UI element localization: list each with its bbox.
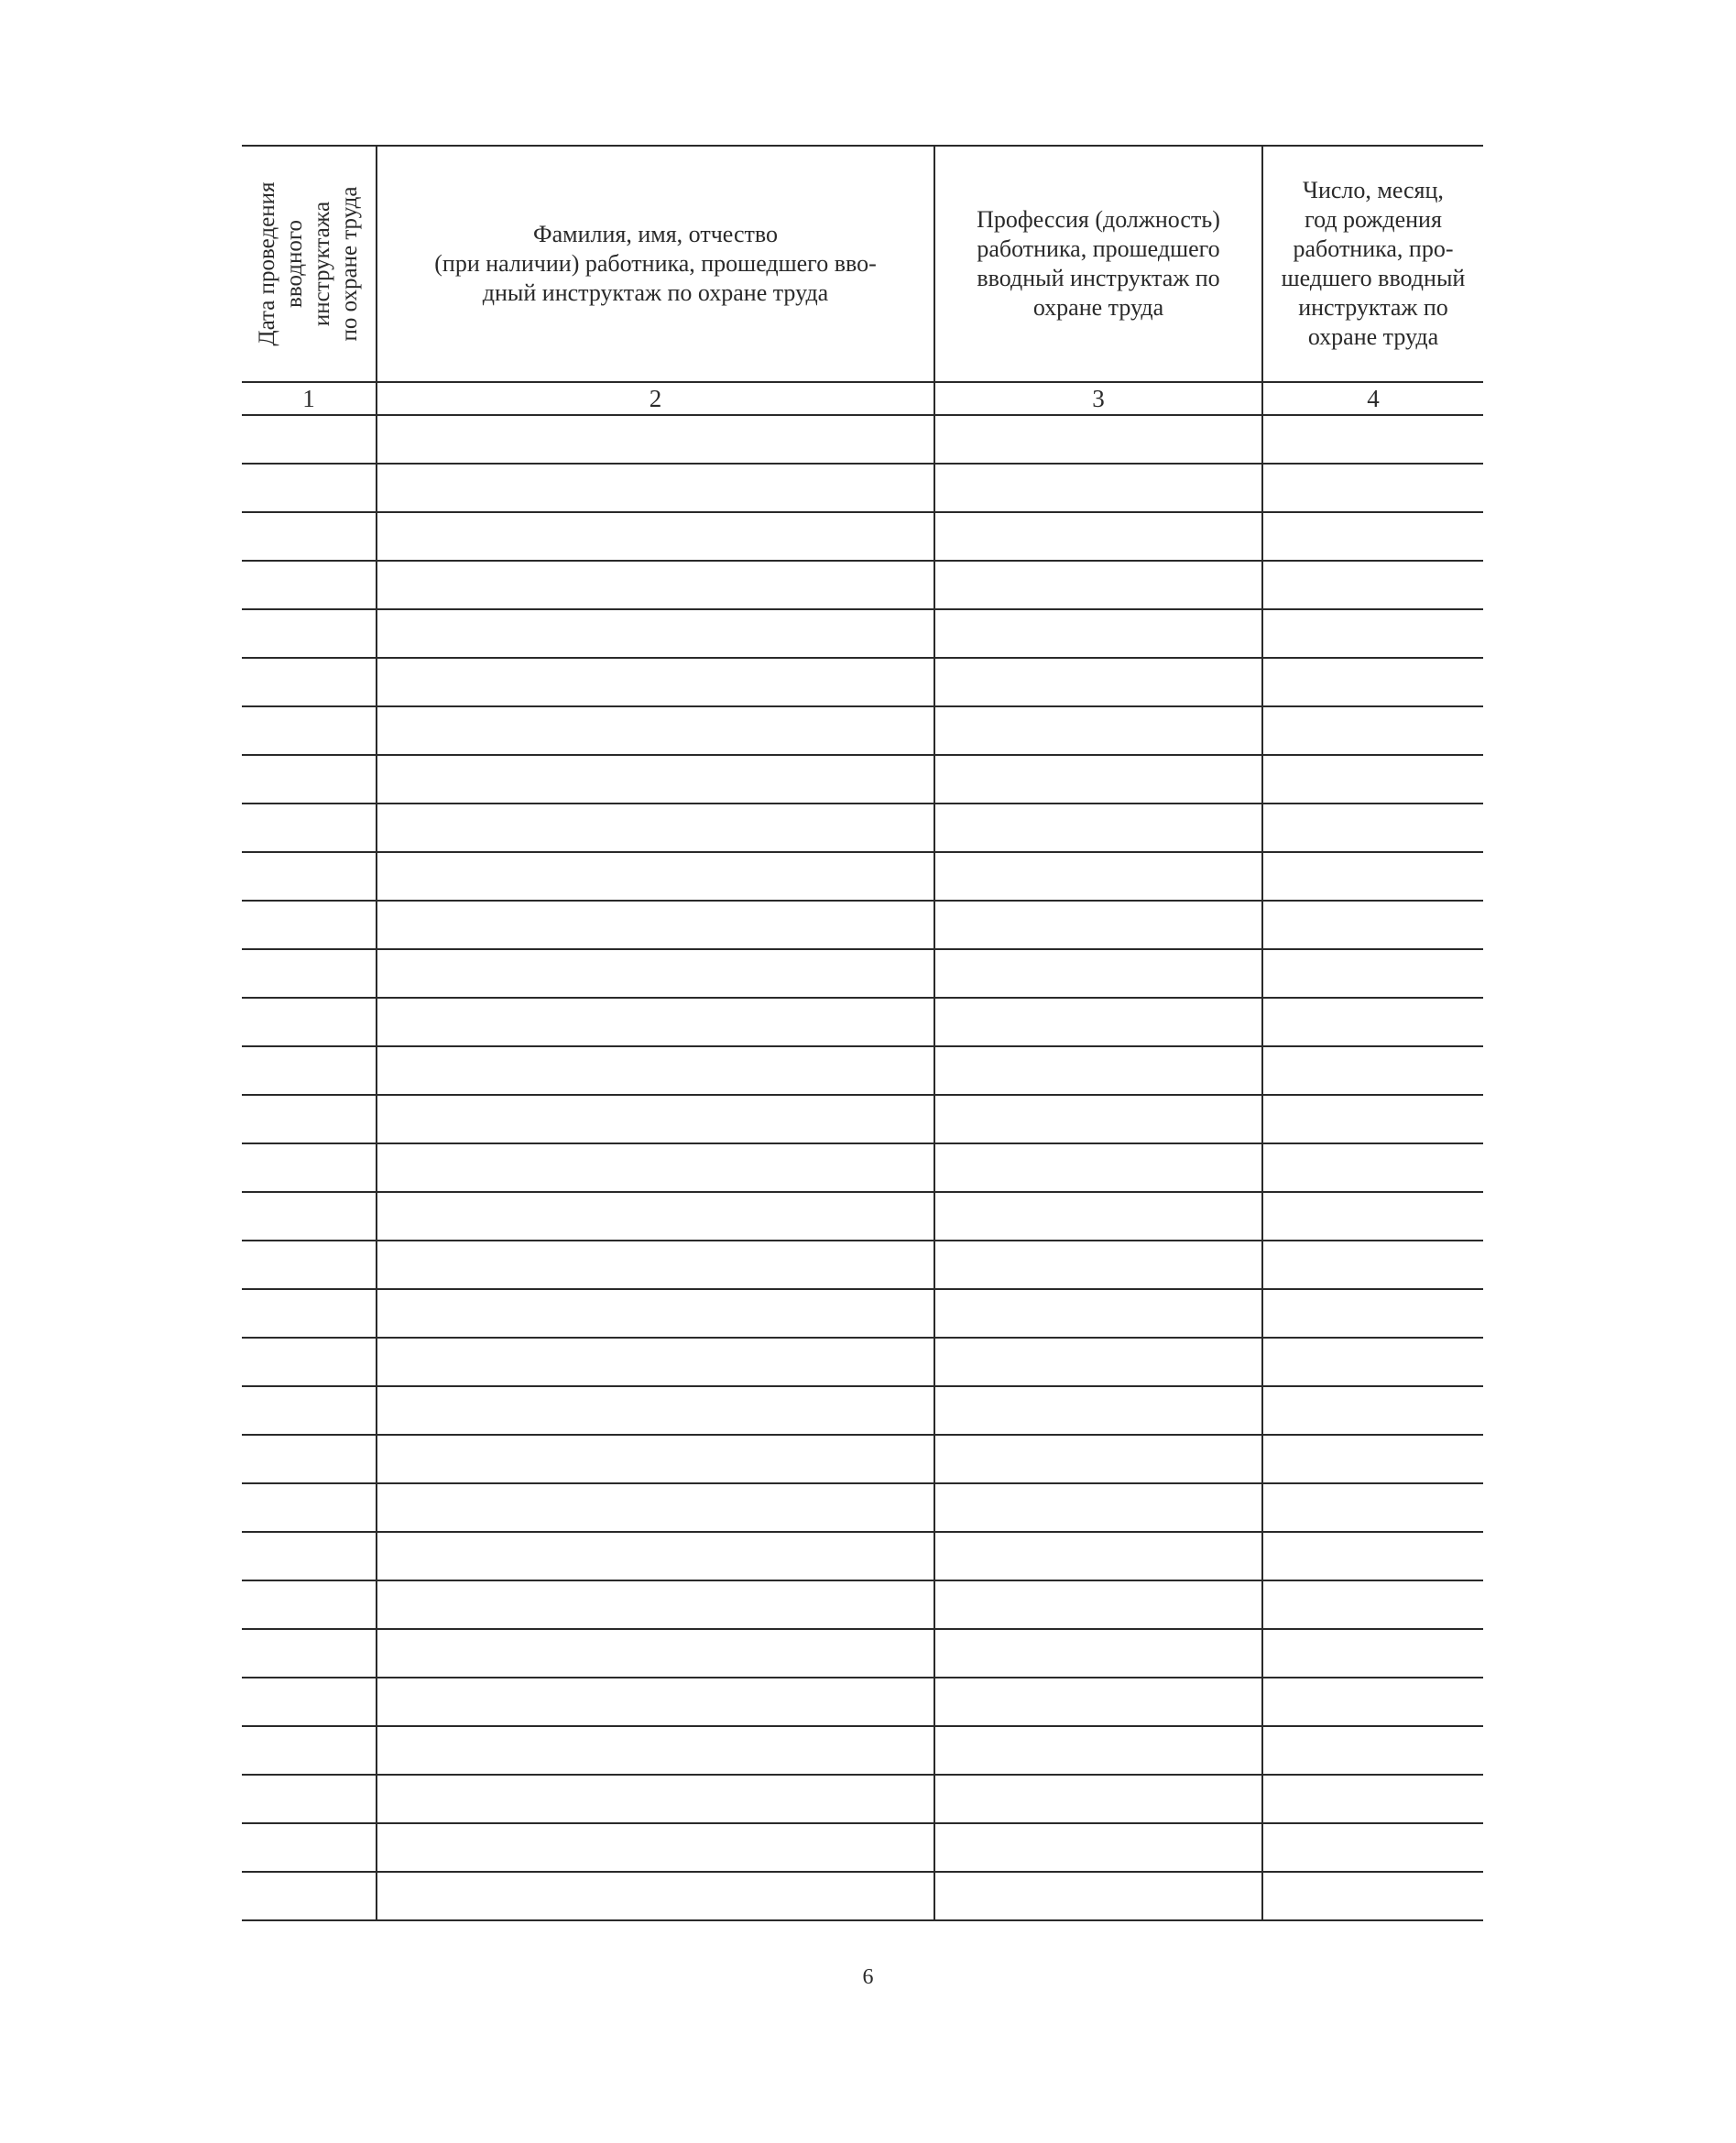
name-cell[interactable] [377, 1532, 934, 1580]
birthdate-cell[interactable] [1262, 1775, 1483, 1823]
date-cell[interactable] [242, 512, 377, 561]
date-cell[interactable] [242, 804, 377, 852]
date-cell[interactable] [242, 609, 377, 658]
profession-cell[interactable] [934, 1823, 1262, 1872]
name-cell[interactable] [377, 901, 934, 949]
date-cell[interactable] [242, 998, 377, 1046]
date-cell[interactable] [242, 852, 377, 901]
profession-cell[interactable] [934, 561, 1262, 609]
birthdate-cell[interactable] [1262, 755, 1483, 804]
column-number-row [242, 382, 1483, 415]
name-cell[interactable] [377, 949, 934, 998]
name-cell[interactable] [377, 1726, 934, 1775]
date-cell[interactable] [242, 415, 377, 464]
name-cell[interactable] [377, 1872, 934, 1920]
name-cell[interactable] [377, 1192, 934, 1241]
date-cell[interactable] [242, 1823, 377, 1872]
date-cell[interactable] [242, 1289, 377, 1338]
header-date-label: Дата проведения вводного инструктажа по охране труда [255, 181, 362, 346]
birthdate-cell[interactable] [1262, 1386, 1483, 1435]
name-cell[interactable] [377, 561, 934, 609]
table-row [242, 1289, 1483, 1338]
date-cell[interactable] [242, 1143, 377, 1192]
profession-cell[interactable] [934, 1241, 1262, 1289]
profession-cell[interactable] [934, 1532, 1262, 1580]
date-cell[interactable] [242, 1192, 377, 1241]
profession-cell[interactable] [934, 1095, 1262, 1143]
name-cell[interactable] [377, 1386, 934, 1435]
name-cell[interactable] [377, 609, 934, 658]
table-row [242, 561, 1483, 609]
birthdate-cell[interactable] [1262, 1678, 1483, 1726]
name-cell[interactable] [377, 415, 934, 464]
name-cell[interactable] [377, 755, 934, 804]
profession-cell[interactable] [934, 1872, 1262, 1920]
profession-cell[interactable] [934, 512, 1262, 561]
table-row [242, 949, 1483, 998]
table-row [242, 998, 1483, 1046]
birthdate-cell[interactable] [1262, 949, 1483, 998]
page-number: 6 [862, 1965, 874, 1989]
column-number: 3 [934, 382, 1262, 415]
birthdate-cell[interactable] [1262, 1192, 1483, 1241]
header-date-cell [242, 146, 377, 382]
name-cell[interactable] [377, 512, 934, 561]
date-cell[interactable] [242, 464, 377, 512]
table-row [242, 1046, 1483, 1095]
birthdate-cell[interactable] [1262, 415, 1483, 464]
name-cell[interactable] [377, 1435, 934, 1483]
profession-cell[interactable] [934, 1726, 1262, 1775]
column-number: 4 [1262, 382, 1483, 415]
name-cell[interactable] [377, 804, 934, 852]
profession-cell[interactable] [934, 755, 1262, 804]
date-cell[interactable] [242, 1580, 377, 1629]
header-birthdate-cell [1262, 146, 1483, 382]
profession-cell[interactable] [934, 1192, 1262, 1241]
profession-cell[interactable] [934, 1143, 1262, 1192]
column-number: 2 [377, 382, 934, 415]
name-cell[interactable] [377, 852, 934, 901]
profession-cell[interactable] [934, 1580, 1262, 1629]
header-birthdate-label: Число, месяц, год рождения работника, про- шедшего вводный инструктаж по охране труда [1281, 177, 1466, 350]
date-cell[interactable] [242, 1678, 377, 1726]
profession-cell[interactable] [934, 1338, 1262, 1386]
name-cell[interactable] [377, 1095, 934, 1143]
profession-cell[interactable] [934, 464, 1262, 512]
name-cell[interactable] [377, 1143, 934, 1192]
name-cell[interactable] [377, 1483, 934, 1532]
profession-cell[interactable] [934, 949, 1262, 998]
date-cell[interactable] [242, 1726, 377, 1775]
profession-cell[interactable] [934, 1435, 1262, 1483]
table-row [242, 1872, 1483, 1920]
table-row [242, 464, 1483, 512]
birthdate-cell[interactable] [1262, 1289, 1483, 1338]
birthdate-cell[interactable] [1262, 1095, 1483, 1143]
table-row [242, 1532, 1483, 1580]
entry-rows [242, 415, 1483, 1920]
name-cell[interactable] [377, 1289, 934, 1338]
profession-cell[interactable] [934, 415, 1262, 464]
journal-table-sheet [242, 145, 1483, 1921]
profession-cell[interactable] [934, 998, 1262, 1046]
name-cell[interactable] [377, 1775, 934, 1823]
profession-cell[interactable] [934, 852, 1262, 901]
table-row [242, 804, 1483, 852]
table-row [242, 901, 1483, 949]
name-cell[interactable] [377, 1678, 934, 1726]
date-cell[interactable] [242, 1241, 377, 1289]
table-row [242, 1143, 1483, 1192]
name-cell[interactable] [377, 1629, 934, 1678]
date-cell[interactable] [242, 1629, 377, 1678]
date-cell[interactable] [242, 1872, 377, 1920]
profession-cell[interactable] [934, 609, 1262, 658]
birthdate-cell[interactable] [1262, 1532, 1483, 1580]
date-cell[interactable] [242, 1046, 377, 1095]
table-row [242, 1483, 1483, 1532]
profession-cell[interactable] [934, 901, 1262, 949]
name-cell[interactable] [377, 1241, 934, 1289]
table-row [242, 1338, 1483, 1386]
table-row [242, 1435, 1483, 1483]
profession-cell[interactable] [934, 1678, 1262, 1726]
header-row [242, 146, 1483, 382]
birthdate-cell[interactable] [1262, 852, 1483, 901]
profession-cell[interactable] [934, 1386, 1262, 1435]
table-row [242, 852, 1483, 901]
birthdate-cell[interactable] [1262, 1435, 1483, 1483]
date-cell[interactable] [242, 1338, 377, 1386]
date-cell[interactable] [242, 1435, 377, 1483]
birthdate-cell[interactable] [1262, 706, 1483, 755]
birthdate-cell[interactable] [1262, 1241, 1483, 1289]
profession-cell[interactable] [934, 706, 1262, 755]
table-row [242, 658, 1483, 706]
name-cell[interactable] [377, 1046, 934, 1095]
table-row [242, 609, 1483, 658]
birthdate-cell[interactable] [1262, 1483, 1483, 1532]
date-cell[interactable] [242, 658, 377, 706]
birthdate-cell[interactable] [1262, 1823, 1483, 1872]
birthdate-cell[interactable] [1262, 561, 1483, 609]
birthdate-cell[interactable] [1262, 1872, 1483, 1920]
name-cell[interactable] [377, 706, 934, 755]
date-cell[interactable] [242, 901, 377, 949]
birthdate-cell[interactable] [1262, 998, 1483, 1046]
date-cell[interactable] [242, 755, 377, 804]
birthdate-cell[interactable] [1262, 1629, 1483, 1678]
profession-cell[interactable] [934, 1289, 1262, 1338]
name-cell[interactable] [377, 1580, 934, 1629]
profession-cell[interactable] [934, 658, 1262, 706]
name-cell[interactable] [377, 464, 934, 512]
birthdate-cell[interactable] [1262, 1338, 1483, 1386]
table-row [242, 1386, 1483, 1435]
date-cell[interactable] [242, 1386, 377, 1435]
name-cell[interactable] [377, 1823, 934, 1872]
table-row [242, 755, 1483, 804]
header-profession-cell [934, 146, 1262, 382]
table-row [242, 1241, 1483, 1289]
name-cell[interactable] [377, 998, 934, 1046]
birthdate-cell[interactable] [1262, 658, 1483, 706]
date-cell[interactable] [242, 1483, 377, 1532]
table-row [242, 1095, 1483, 1143]
date-cell[interactable] [242, 1775, 377, 1823]
name-cell[interactable] [377, 1338, 934, 1386]
profession-cell[interactable] [934, 1775, 1262, 1823]
date-cell[interactable] [242, 1095, 377, 1143]
table-row [242, 1678, 1483, 1726]
column-number: 1 [242, 382, 377, 415]
birthdate-cell[interactable] [1262, 901, 1483, 949]
table-row [242, 1580, 1483, 1629]
birthdate-cell[interactable] [1262, 1580, 1483, 1629]
birthdate-cell[interactable] [1262, 1143, 1483, 1192]
table-row [242, 1192, 1483, 1241]
birthdate-cell[interactable] [1262, 512, 1483, 561]
birthdate-cell[interactable] [1262, 1726, 1483, 1775]
birthdate-cell[interactable] [1262, 464, 1483, 512]
name-cell[interactable] [377, 658, 934, 706]
header-name-label: Фамилия, имя, отчество (при наличии) работника, прошедшего вво- дный инструктаж по охране труда [434, 221, 877, 306]
header-name-cell [377, 146, 934, 382]
date-cell[interactable] [242, 706, 377, 755]
table-row [242, 1629, 1483, 1678]
table-row [242, 1823, 1483, 1872]
induction-log-table [242, 145, 1483, 1921]
date-cell[interactable] [242, 1532, 377, 1580]
date-cell[interactable] [242, 561, 377, 609]
profession-cell[interactable] [934, 1629, 1262, 1678]
profession-cell[interactable] [934, 804, 1262, 852]
table-row [242, 1775, 1483, 1823]
profession-cell[interactable] [934, 1483, 1262, 1532]
header-profession-label: Профессия (должность) работника, прошедшего вводный инструктаж по охране труда [977, 206, 1220, 321]
table-row [242, 512, 1483, 561]
birthdate-cell[interactable] [1262, 609, 1483, 658]
profession-cell[interactable] [934, 1046, 1262, 1095]
table-row [242, 1726, 1483, 1775]
table-row [242, 415, 1483, 464]
table-row [242, 706, 1483, 755]
date-cell[interactable] [242, 949, 377, 998]
birthdate-cell[interactable] [1262, 1046, 1483, 1095]
birthdate-cell[interactable] [1262, 804, 1483, 852]
